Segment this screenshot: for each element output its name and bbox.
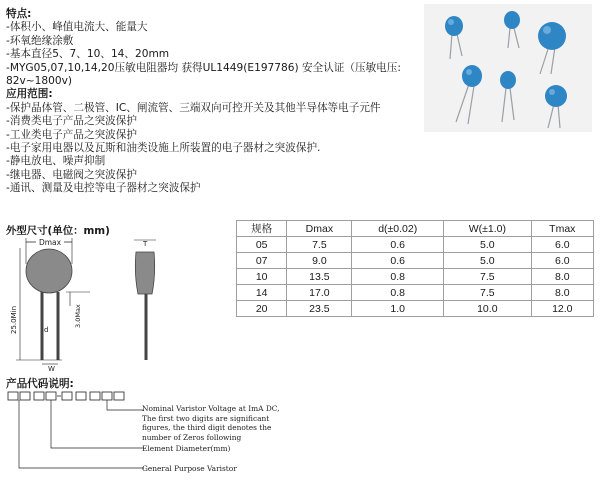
table-row — [237, 301, 594, 317]
product-photo — [424, 4, 592, 132]
table-row — [237, 269, 594, 285]
dimension-label: 外型尺寸(单位：mm) — [6, 225, 110, 237]
feature-item: -MYG05,07,10,14,20压敏电阻器均 获得UL1449(E197786) 安全认证（压敏电压: — [6, 61, 401, 74]
product-code-diagram — [6, 388, 146, 482]
t-label: T — [143, 240, 148, 248]
table-cell: 6.0 — [531, 237, 593, 253]
feature-item: -环氧绝缘涂敷 — [6, 34, 74, 47]
varistor-body-front — [26, 249, 72, 293]
table-cell: 5.0 — [444, 237, 532, 253]
feature-item: -基本直径5、7、10、14、20mm — [6, 48, 170, 61]
d-label: d — [44, 326, 49, 334]
table-cell: 0.8 — [352, 285, 444, 301]
table-cell: 8.0 — [531, 285, 593, 301]
spec-table — [236, 220, 594, 317]
code-note-diameter: Element Diameter(mm) — [142, 444, 231, 453]
table-row — [237, 253, 594, 269]
features-block — [6, 8, 426, 196]
table-row — [237, 285, 594, 301]
col-header: d(±0.02) — [352, 221, 444, 237]
table-cell: 8.0 — [531, 269, 593, 285]
col-header: Dmax — [287, 221, 352, 237]
table-cell: 0.8 — [352, 269, 444, 285]
table-row — [237, 237, 594, 253]
table-cell: 10 — [237, 269, 287, 285]
features-heading: 特点: — [6, 8, 32, 20]
feature-item: 82v~1800v) — [6, 75, 72, 88]
length-label: 25.0Min — [10, 305, 18, 334]
table-cell: 23.5 — [287, 301, 352, 317]
varistor-body-side — [135, 252, 154, 294]
dmax-label: Dmax — [38, 238, 62, 247]
application-item: -保护晶体管、二极管、IC、闸流管、三端双向可控开关及其他半导体等电子元件 — [6, 101, 381, 114]
table-cell: 13.5 — [287, 269, 352, 285]
table-cell: 1.0 — [352, 301, 444, 317]
col-header: Tmax — [531, 221, 593, 237]
applications-heading: 应用范围: — [6, 88, 53, 101]
table-cell: 6.0 — [531, 253, 593, 269]
table-cell: 5.0 — [444, 253, 532, 269]
table-cell: 20 — [237, 301, 287, 317]
application-item: -工业类电子产品之突波保护 — [6, 128, 137, 141]
table-cell: 05 — [237, 237, 287, 253]
application-item: -电子家用电器以及瓦斯和油类设施上所装置的电子器材之突波保护. — [6, 142, 321, 155]
table-cell: 0.6 — [352, 253, 444, 269]
application-item: -通讯、测量及电控等电子器材之突波保护 — [6, 182, 201, 195]
application-item: -静电放电、噪声抑制 — [6, 155, 106, 168]
lead-max-label: 3.0Max — [74, 304, 82, 328]
application-item: -继电器、电磁阀之突波保护 — [6, 168, 137, 181]
product-code-title: 产品代码说明: — [6, 378, 74, 390]
table-cell: 14 — [237, 285, 287, 301]
table-cell: 17.0 — [287, 285, 352, 301]
table-cell: 9.0 — [287, 253, 352, 269]
dimension-drawing — [6, 234, 226, 376]
col-header: 规格 — [237, 221, 287, 237]
table-header-row — [237, 221, 594, 237]
table-cell: 12.0 — [531, 301, 593, 317]
table-cell: 7.5 — [287, 237, 352, 253]
feature-item: -体积小、峰值电流大、能量大 — [6, 21, 148, 34]
table-cell: 10.0 — [444, 301, 532, 317]
table-cell: 7.5 — [444, 269, 532, 285]
code-note-voltage: Nominal Varistor Voltage at ImA DC, The first two digits are significant figures, the third digit denotes the number of Zeros following — [142, 404, 280, 442]
table-cell: 0.6 — [352, 237, 444, 253]
table-cell: 7.5 — [444, 285, 532, 301]
table-cell: 07 — [237, 253, 287, 269]
code-note-general: General Purpose Varistor — [142, 464, 237, 473]
application-item: -消费类电子产品之突波保护 — [6, 115, 137, 128]
w-label: W — [48, 365, 55, 372]
col-header: W(±1.0) — [444, 221, 532, 237]
